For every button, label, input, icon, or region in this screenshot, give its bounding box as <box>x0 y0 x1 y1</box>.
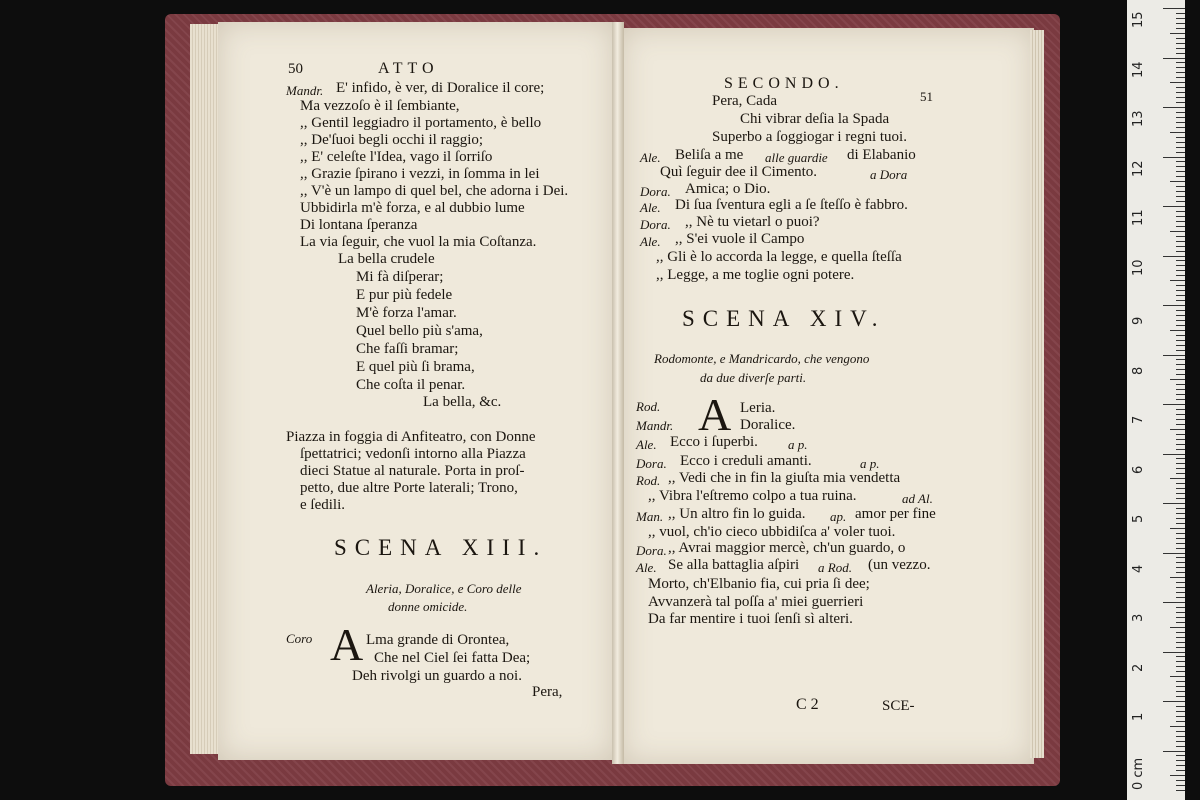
ruler-tick <box>1176 424 1185 425</box>
ruler-number: 14 <box>1131 60 1146 78</box>
ruler-tick <box>1176 211 1185 212</box>
ruler-tick <box>1176 300 1185 301</box>
ruler-tick <box>1163 553 1185 554</box>
catchword: SCE- <box>882 698 915 714</box>
ruler-tick <box>1176 23 1185 24</box>
speaker-label: Mandr. <box>636 418 674 433</box>
speaker-label: Man. <box>636 509 664 524</box>
ruler-tick <box>1176 152 1185 153</box>
speaker-label: Ale. <box>640 234 661 249</box>
ruler-number: 3 <box>1131 613 1146 622</box>
ruler-tick <box>1176 548 1185 549</box>
ruler-tick <box>1176 350 1185 351</box>
ruler-tick <box>1176 538 1185 539</box>
verse-line: ,, vuol, ch'io cieco ubbidiſca a' voler tuoi. <box>648 524 896 540</box>
ruler-tick <box>1176 320 1185 321</box>
aria-line: La bella crudele <box>338 251 435 267</box>
ruler-tick <box>1176 310 1185 311</box>
ruler-tick <box>1176 498 1185 499</box>
verse-line: ,, Avrai maggior mercè, ch'un guardo, o <box>668 540 906 556</box>
ruler-tick <box>1176 226 1185 227</box>
verse-line: ,, S'ei vuole il Campo <box>675 231 805 247</box>
ruler-tick <box>1176 780 1185 781</box>
verse-line: ,, Vedi che in fin la giuſta mia vendetta <box>668 470 901 486</box>
ruler-tick <box>1176 251 1185 252</box>
ruler-number: 4 <box>1131 564 1146 573</box>
ruler-tick <box>1170 577 1185 578</box>
ruler-tick <box>1176 409 1185 410</box>
ruler-tick <box>1176 711 1185 712</box>
ruler-tick <box>1170 429 1185 430</box>
verse-line: ,, Nè tu vietarl o puoi? <box>685 214 820 230</box>
ruler-number: 13 <box>1131 110 1146 127</box>
verse-line: di Elabanio <box>847 147 916 163</box>
verse-line: ,, Legge, a me toglie ogni potere. <box>656 267 855 283</box>
aside-direction: ap. <box>830 509 847 524</box>
ruler-tick <box>1176 62 1185 63</box>
verse-line: Leria. <box>740 400 776 416</box>
aria-line: Che faſſi bramar; <box>356 341 459 357</box>
speaker-label: Dora. <box>636 456 667 471</box>
ruler-tick <box>1176 642 1185 643</box>
ruler-tick <box>1176 290 1185 291</box>
ruler-tick <box>1170 280 1185 281</box>
ruler-tick <box>1176 444 1185 445</box>
ruler-tick <box>1176 439 1185 440</box>
scene-title: SCENA XIII. <box>334 535 548 560</box>
ruler-tick <box>1176 13 1185 14</box>
ruler-tick <box>1176 246 1185 247</box>
left-running-head: ATTO <box>378 60 439 77</box>
verse-line: Quì ſeguir dee il Cimento. <box>660 164 818 180</box>
ruler-tick <box>1163 8 1185 9</box>
verse-line: Amica; o Dio. <box>685 181 771 197</box>
verse-line: Superbo a ſoggiogar i regni tuoi. <box>712 129 907 145</box>
ruler-tick <box>1176 171 1185 172</box>
ruler-tick <box>1176 434 1185 435</box>
ruler-tick <box>1176 518 1185 519</box>
ruler-tick <box>1170 726 1185 727</box>
verse-line: Morto, ch'Elbanio fia, cui pria ſi dee; <box>648 576 870 592</box>
ruler-tick <box>1176 221 1185 222</box>
ruler-tick <box>1176 661 1185 662</box>
ruler-tick <box>1163 701 1185 702</box>
aria-line: Che coſta il penar. <box>356 377 466 393</box>
ruler-tick <box>1176 587 1185 588</box>
ruler-tick <box>1170 676 1185 677</box>
ruler-number: 8 <box>1131 366 1146 375</box>
ruler-number: 1 <box>1131 712 1146 721</box>
ruler-number: 11 <box>1131 209 1146 226</box>
ruler-tick <box>1176 265 1185 266</box>
verse-line: ,, De'ſuoi begli occhi il raggio; <box>300 132 484 148</box>
ruler-tick <box>1170 478 1185 479</box>
speaker-label: Coro <box>286 631 313 646</box>
ruler-tick <box>1176 260 1185 261</box>
ruler-tick <box>1163 305 1185 306</box>
ruler-tick <box>1176 201 1185 202</box>
ruler-tick <box>1176 92 1185 93</box>
ruler-tick <box>1176 741 1185 742</box>
stage-direction-line: petto, due altre Porte laterali; Trono, <box>300 480 518 496</box>
speaker-label: Ale. <box>636 437 657 452</box>
ruler-tick <box>1163 58 1185 59</box>
ruler-tick <box>1176 592 1185 593</box>
ruler-tick <box>1170 528 1185 529</box>
ruler-tick <box>1176 691 1185 692</box>
ruler-tick <box>1176 468 1185 469</box>
right-running-head: SECONDO. <box>724 75 844 92</box>
aside-direction: a Rod. <box>818 560 852 575</box>
speaker-label: Ale. <box>640 200 661 215</box>
ruler-tick <box>1176 43 1185 44</box>
ruler-tick <box>1176 612 1185 613</box>
ruler-tick <box>1176 72 1185 73</box>
ruler-number: 7 <box>1131 415 1146 424</box>
ruler-tick <box>1170 132 1185 133</box>
verse-line: ,, Vibra l'eſtremo colpo a tua ruina. <box>648 488 857 504</box>
ruler-number: 0 cm <box>1131 757 1146 790</box>
ruler-tick <box>1176 325 1185 326</box>
ruler-tick <box>1163 652 1185 653</box>
ruler-tick <box>1176 285 1185 286</box>
ruler-tick <box>1176 315 1185 316</box>
aria-line: Mi fà diſperar; <box>356 269 444 285</box>
ruler-tick <box>1176 97 1185 98</box>
scene-title: SCENA XIV. <box>682 306 886 331</box>
left-page-fore-edge <box>190 24 220 754</box>
verse-line: La via ſeguir, che vuol la mia Coſtanza. <box>300 234 537 250</box>
ruler-tick <box>1176 345 1185 346</box>
ruler-tick <box>1176 236 1185 237</box>
drop-cap: A <box>698 389 732 440</box>
verse-line: Ubbidirla m'è forza, e al dubbio lume <box>300 200 525 216</box>
verse-line: Doralice. <box>740 417 796 433</box>
speaker-label: Rod. <box>636 473 661 488</box>
ruler-tick <box>1163 602 1185 603</box>
ruler-tick <box>1176 736 1185 737</box>
ruler-tick <box>1176 216 1185 217</box>
verse-line: Ecco i ſuperbi. <box>670 434 758 450</box>
ruler-tick <box>1170 379 1185 380</box>
speaker-label: Mandr. <box>286 83 324 98</box>
ruler-tick <box>1176 746 1185 747</box>
ruler-tick <box>1176 686 1185 687</box>
ruler-tick <box>1176 458 1185 459</box>
ruler-tick <box>1176 543 1185 544</box>
ruler-tick <box>1176 196 1185 197</box>
verse-line: Deh rivolgi un guardo a noi. <box>352 668 522 684</box>
ruler-tick <box>1163 503 1185 504</box>
ruler-tick <box>1176 176 1185 177</box>
verse-line: ,, Gentil leggiadro il portamento, è bello <box>300 115 542 131</box>
ruler-tick <box>1176 597 1185 598</box>
ruler-tick <box>1176 374 1185 375</box>
ruler-tick <box>1176 617 1185 618</box>
ruler-tick <box>1176 241 1185 242</box>
ruler-tick <box>1176 765 1185 766</box>
ruler-tick <box>1176 369 1185 370</box>
ruler-tick <box>1176 473 1185 474</box>
ruler-tick <box>1176 137 1185 138</box>
verse-line: Di lontana ſperanza <box>300 217 418 233</box>
ruler-number: 10 <box>1131 258 1146 276</box>
ruler-tick <box>1176 513 1185 514</box>
verse-line: Ma vezzoſo è il ſembiante, <box>300 98 460 114</box>
left-page-number: 50 <box>288 61 303 77</box>
stage-direction-line: dieci Statue al naturale. Porta in proſ- <box>300 463 525 479</box>
ruler-tick <box>1176 122 1185 123</box>
ruler-tick <box>1176 607 1185 608</box>
ruler-tick <box>1176 696 1185 697</box>
verse-line: ,, Grazie ſpirano i vezzi, in ſomma in lei <box>300 166 540 182</box>
ruler-tick <box>1176 647 1185 648</box>
ruler-tick <box>1176 166 1185 167</box>
ruler-tick <box>1176 127 1185 128</box>
verse-line: ,, Gli è lo accorda la legge, e quella ſteſſa <box>656 249 902 265</box>
ruler-tick <box>1176 755 1185 756</box>
speaker-label: Dora. <box>636 543 667 558</box>
verse-line: Ecco i creduli amanti. <box>680 453 812 469</box>
ruler-tick <box>1163 751 1185 752</box>
ruler-tick <box>1176 533 1185 534</box>
ruler-tick <box>1176 364 1185 365</box>
ruler-tick <box>1176 186 1185 187</box>
ruler-tick <box>1176 161 1185 162</box>
speaker-label: Ale. <box>640 150 661 165</box>
aside-direction: a p. <box>788 437 808 452</box>
speaker-label: Dora. <box>640 217 671 232</box>
ruler-number: 12 <box>1131 159 1146 177</box>
ruler-tick <box>1176 117 1185 118</box>
ruler-tick <box>1176 87 1185 88</box>
ruler-tick <box>1176 770 1185 771</box>
verse-line: Lma grande di Orontea, <box>366 632 510 648</box>
ruler-number: 9 <box>1131 316 1146 325</box>
aria-ending: La bella, &c. <box>423 394 502 410</box>
ruler-tick <box>1176 562 1185 563</box>
right-page-number: 51 <box>920 89 933 104</box>
ruler-tick <box>1176 681 1185 682</box>
ruler-tick <box>1176 582 1185 583</box>
ruler-tick <box>1176 760 1185 761</box>
aria-line: Quel bello più s'ama, <box>356 323 483 339</box>
verse-line: Beliſa a me <box>675 147 744 163</box>
verse-line: Di ſua ſventura egli a ſe ſteſſo è fabbro. <box>675 197 908 213</box>
measurement-ruler <box>1127 0 1185 800</box>
verse-line: ,, Un altro fin lo guida. <box>668 506 806 522</box>
ruler-tick <box>1176 112 1185 113</box>
scene-characters: da due diverſe parti. <box>700 370 807 385</box>
verse-line: Se alla battaglia aſpiri <box>668 557 800 573</box>
speaker-label: Rod. <box>636 399 661 414</box>
ruler-tick <box>1176 483 1185 484</box>
ruler-tick <box>1170 181 1185 182</box>
ruler-tick <box>1176 572 1185 573</box>
ruler-tick <box>1176 67 1185 68</box>
ruler-tick <box>1170 33 1185 34</box>
ruler-tick <box>1170 627 1185 628</box>
catchword: Pera, <box>532 684 563 700</box>
stage-direction-line: e ſedili. <box>300 497 345 513</box>
ruler-number: 5 <box>1131 514 1146 523</box>
ruler-tick <box>1176 493 1185 494</box>
aside-direction: a p. <box>860 456 880 471</box>
ruler-tick <box>1176 18 1185 19</box>
aside-direction: a Dora <box>870 167 908 182</box>
ruler-tick <box>1176 38 1185 39</box>
ruler-tick <box>1176 191 1185 192</box>
ruler-tick <box>1176 449 1185 450</box>
verse-line: Che nel Ciel ſei fatta Dea; <box>374 650 531 666</box>
ruler-tick <box>1176 147 1185 148</box>
ruler-tick <box>1170 82 1185 83</box>
ruler-tick <box>1176 399 1185 400</box>
aside-direction: ad Al. <box>902 491 933 506</box>
ruler-tick <box>1176 53 1185 54</box>
ruler-tick <box>1176 359 1185 360</box>
ruler-tick <box>1163 256 1185 257</box>
ruler-tick <box>1176 523 1185 524</box>
scene-characters: Aleria, Doralice, e Coro delle <box>366 581 522 596</box>
ruler-tick <box>1163 206 1185 207</box>
ruler-tick <box>1176 622 1185 623</box>
ruler-tick <box>1163 454 1185 455</box>
ruler-tick <box>1163 404 1185 405</box>
verse-line: Chi vibrar deſia la Spada <box>740 111 890 127</box>
signature-mark: C 2 <box>796 696 819 713</box>
speaker-label: Ale. <box>636 560 657 575</box>
ruler-tick <box>1176 671 1185 672</box>
ruler-tick <box>1176 557 1185 558</box>
ruler-tick <box>1176 389 1185 390</box>
stage-direction-line: ſpettatrici; vedonſi intorno alla Piazza <box>300 446 526 462</box>
ruler-tick <box>1176 508 1185 509</box>
ruler-tick <box>1176 656 1185 657</box>
verse-line: amor per fine <box>855 506 936 522</box>
ruler-tick <box>1176 419 1185 420</box>
verse-line: Avvanzerà tal poſſa a' miei guerrieri <box>648 594 864 610</box>
ruler-tick <box>1176 48 1185 49</box>
ruler-tick <box>1176 270 1185 271</box>
ruler-tick <box>1176 335 1185 336</box>
ruler-tick <box>1176 275 1185 276</box>
ruler-tick <box>1170 775 1185 776</box>
ruler-tick <box>1176 102 1185 103</box>
ruler-tick <box>1170 330 1185 331</box>
aria-line: E pur più fedele <box>356 287 453 303</box>
ruler-tick <box>1176 463 1185 464</box>
ruler-tick <box>1176 567 1185 568</box>
verse-line: ,, V'è un lampo di quel bel, che adorna i Dei. <box>300 183 569 199</box>
ruler-tick <box>1176 340 1185 341</box>
ruler-tick <box>1176 790 1185 791</box>
aside-direction: alle guardie <box>765 150 828 165</box>
ruler-tick <box>1176 28 1185 29</box>
ruler-tick <box>1176 666 1185 667</box>
ruler-number: 2 <box>1131 663 1146 672</box>
verse-line: (un vezzo. <box>868 557 931 573</box>
ruler-number: 15 <box>1131 11 1146 28</box>
aria-line: M'è forza l'amar. <box>356 305 457 321</box>
verse-line: E' infido, è ver, di Doralice il core; <box>336 80 545 96</box>
ruler-tick <box>1163 355 1185 356</box>
ruler-tick <box>1176 716 1185 717</box>
ruler-number: 6 <box>1131 465 1146 474</box>
ruler-tick <box>1176 721 1185 722</box>
ruler-tick <box>1176 706 1185 707</box>
speaker-label: Dora. <box>640 184 671 199</box>
ruler-tick <box>1176 77 1185 78</box>
ruler-tick <box>1176 394 1185 395</box>
ruler-tick <box>1176 488 1185 489</box>
ruler-tick <box>1170 231 1185 232</box>
ruler-tick <box>1176 295 1185 296</box>
aria-line: E quel più ſi brama, <box>356 359 475 375</box>
ruler-tick <box>1176 142 1185 143</box>
ruler-tick <box>1176 731 1185 732</box>
stage-direction-line: Piazza in foggia di Anfiteatro, con Donne <box>286 429 536 445</box>
scene-characters: donne omicide. <box>388 599 468 614</box>
ruler-tick <box>1176 414 1185 415</box>
ruler-tick <box>1176 785 1185 786</box>
right-page-fore-edge <box>1030 30 1044 758</box>
ruler-tick <box>1176 384 1185 385</box>
drop-cap: A <box>330 619 364 670</box>
ruler-tick <box>1163 107 1185 108</box>
verse-line: Da far mentire i tuoi ſenſi sì alteri. <box>648 611 853 627</box>
ruler-tick <box>1163 157 1185 158</box>
verse-line: ,, E' celeſte l'Idea, vago il ſorriſo <box>300 149 493 165</box>
book-gutter <box>612 22 624 764</box>
scene-characters: Rodomonte, e Mandricardo, che vengono <box>654 351 870 366</box>
verse-line: Pera, Cada <box>712 93 777 109</box>
ruler-tick <box>1176 637 1185 638</box>
ruler-tick <box>1176 632 1185 633</box>
